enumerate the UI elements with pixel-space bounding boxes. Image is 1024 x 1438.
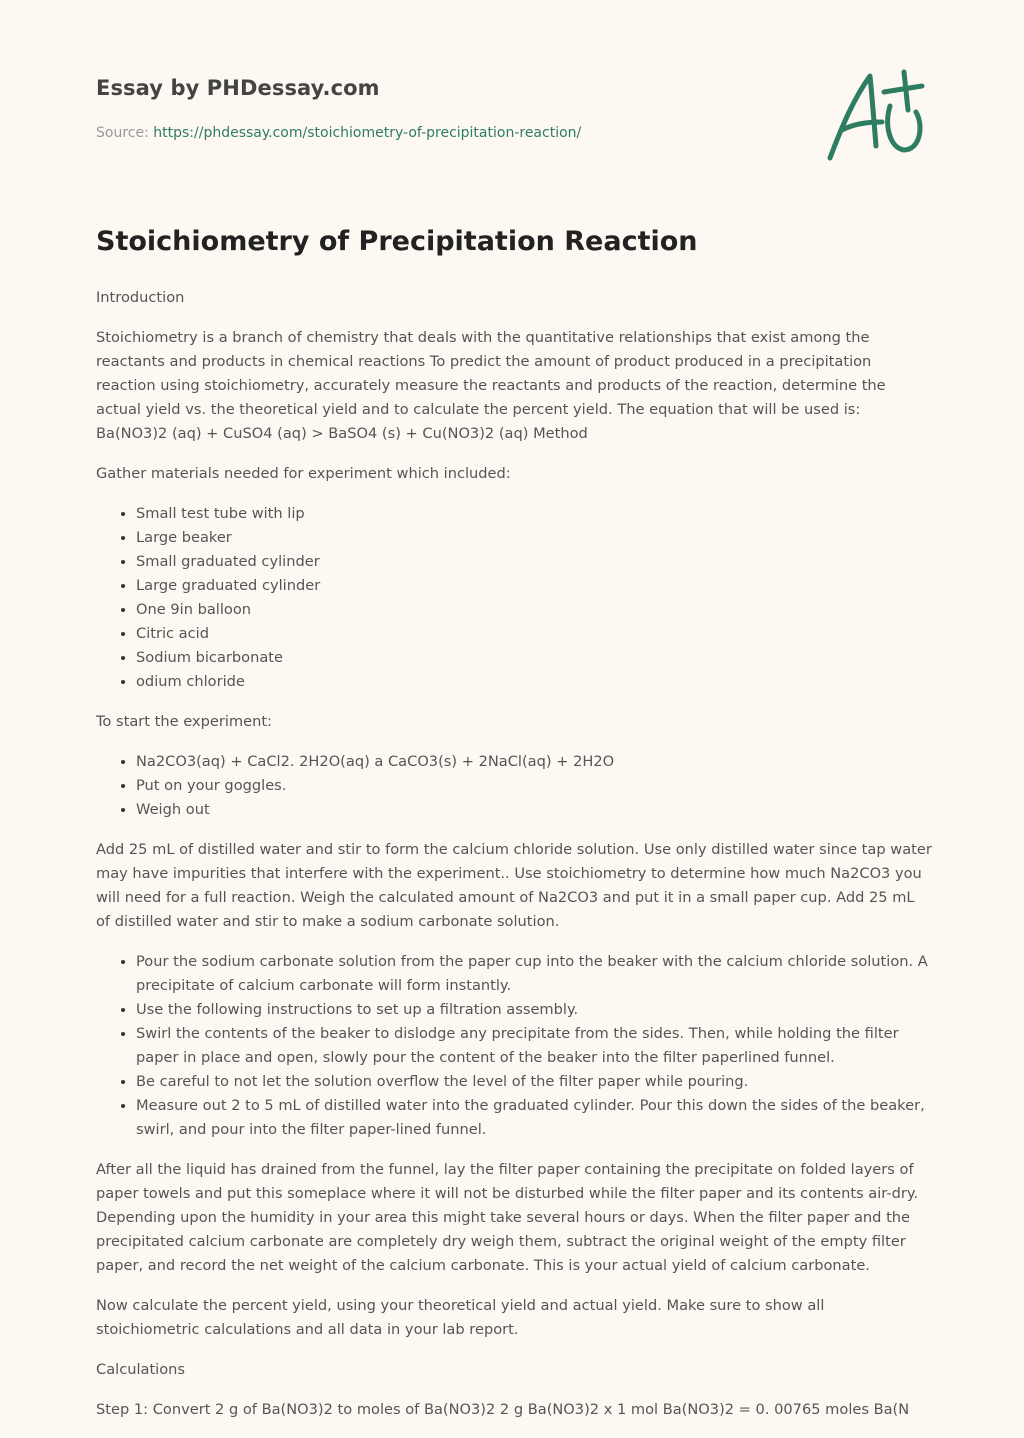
start-list (96, 750, 932, 822)
list-item: • Large graduated cylinder (136, 574, 932, 598)
start-heading: To start the experiment: (96, 713, 272, 730)
pour-list (96, 950, 932, 1142)
list-item: • Swirl the contents of the beaker to dislodge any precipitate from the sides. Then, while holding the filter paper in place and open, slowly pour the content of the beaker into the filter paperlined funnel. (136, 1022, 932, 1070)
essay-body (96, 286, 932, 1438)
materials-heading: Gather materials needed for experiment which included: (96, 465, 511, 482)
list-item: • odium chloride (136, 670, 932, 694)
a-plus-logo-icon (820, 66, 930, 166)
list-item: • Put on your goggles. (136, 774, 932, 798)
list-item: • Large beaker (136, 526, 932, 550)
percent-yield-paragraph: Now calculate the percent yield, using your theoretical yield and actual yield. Make sure to show all stoichiometric calculations and all data in your lab report. (96, 1297, 825, 1338)
list-item: • One 9in balloon (136, 598, 932, 622)
source-link[interactable]: https://phdessay.com/stoichiometry-of-precipitation-reaction/ (153, 125, 582, 141)
list-item: • Sodium bicarbonate (136, 646, 932, 670)
list-item: • Citric acid (136, 622, 932, 646)
list-item: • Pour the sodium carbonate solution from the paper cup into the beaker with the calcium chloride solution. A precipitate of calcium carbonate will form instantly. (136, 950, 932, 998)
source-line (96, 125, 581, 141)
intro-paragraph: Stoichiometry is a branch of chemistry that deals with the quantitative relationships that exist among the reactants and products in chemical reactions To predict the amount of product produced in a precipitation reaction using stoichiometry, accurately measure the reactants and products of the reaction, determine the actual yield vs. the theoretical yield and to calculate the percent yield. The equation that will be used is: Ba(NO3)2 (aq) + CuSO4 (aq) > BaSO4 (s) + Cu(NO3)2 (aq) Method (96, 329, 886, 442)
site-brand: Essay by PHDessay.com (96, 76, 380, 100)
list-item: • Weigh out (136, 798, 932, 822)
list-item: • Measure out 2 to 5 mL of distilled water into the graduated cylinder. Pour this down the sides of the beaker, swirl, and pour into the filter paper-lined funnel. (136, 1094, 932, 1142)
list-item: • Small test tube with lip (136, 502, 932, 526)
step1-paragraph: Step 1: Convert 2 g of Ba(NO3)2 to moles of Ba(NO3)2 2 g Ba(NO3)2 x 1 mol Ba(NO3)2 = 0. 00765 moles Ba(N (96, 1401, 910, 1418)
list-item: • Na2CO3(aq) + CaCl2. 2H2O(aq) a CaCO3(s) + 2NaCl(aq) + 2H2O (136, 750, 932, 774)
list-item: • Use the following instructions to set up a filtration assembly. (136, 998, 932, 1022)
list-item: • Be careful to not let the solution overflow the level of the filter paper while pouring. (136, 1070, 932, 1094)
calculations-heading: Calculations (96, 1361, 186, 1378)
add-water-paragraph: Add 25 mL of distilled water and stir to form the calcium chloride solution. Use only distilled water since tap water may have impurities that interfere with the experiment.. Use stoichiometry to determine how much Na2CO3 you will need for a full reaction. Weigh the calculated amount of Na2CO3 and put it in a small paper cup. Add 25 mL of distilled water and stir to make a sodium carbonate solution. (96, 841, 932, 930)
list-item: • Small graduated cylinder (136, 550, 932, 574)
page-title: Stoichiometry of Precipitation Reaction (96, 226, 698, 257)
after-paragraph: After all the liquid has drained from the funnel, lay the filter paper containing the precipitate on folded layers of paper towels and put this someplace where it will not be disturbed while the filter paper and its contents air-dry. Depending upon the humidity in your area this might take several hours or days. When the filter paper and the precipitated calcium carbonate are completely dry weigh them, subtract the original weight of the empty filter paper, and record the net weight of the calcium carbonate. This is your actual yield of calcium carbonate. (96, 1161, 919, 1274)
materials-list (96, 502, 932, 694)
source-label: Source: (96, 125, 154, 141)
intro-heading: Introduction (96, 289, 185, 306)
